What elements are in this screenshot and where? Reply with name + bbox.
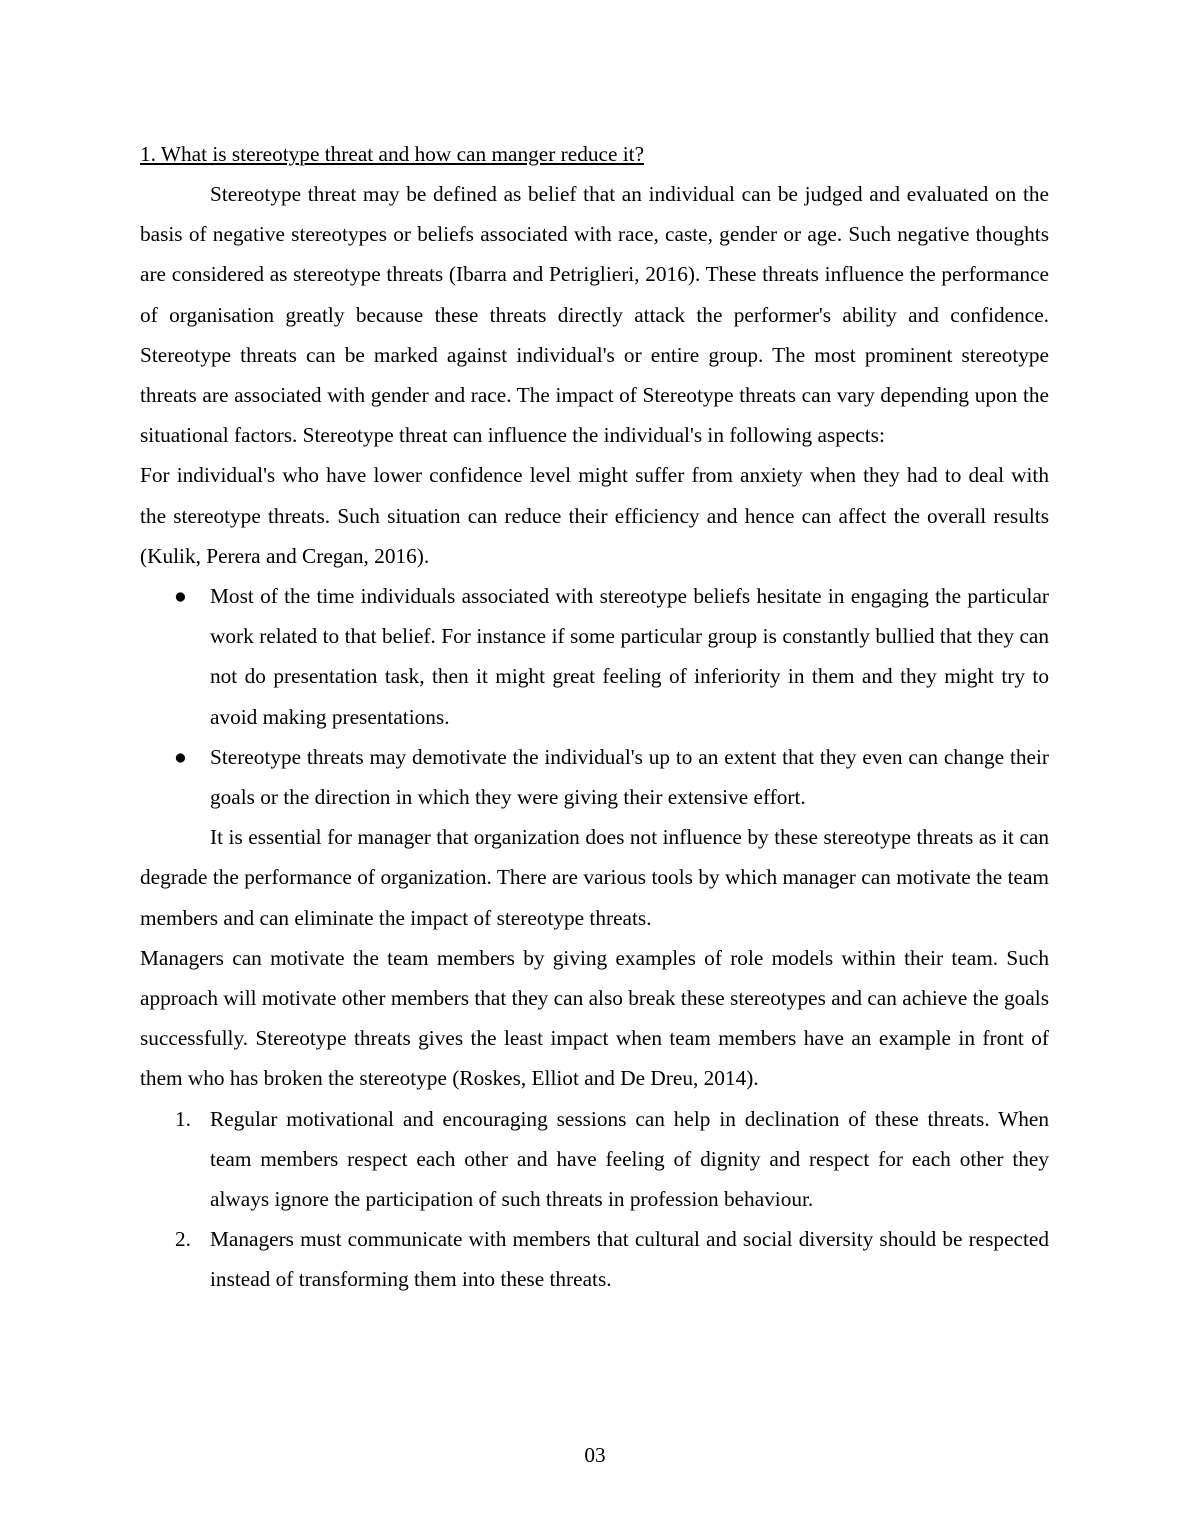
- list-item: [140, 576, 1049, 737]
- bullet-icon: ●: [174, 584, 187, 609]
- list-item-text: Stereotype threats may demotivate the individual's up to an extent that they even can change their goals or the direction in which they were giving their extensive effort.: [210, 744, 1049, 810]
- paragraph: Managers can motivate the team members by giving examples of role models within their team. Such approach will motivate other members that they can also break these stereotypes and can achieve the goals successfully. Stereotype threats gives the least impact when team members have an example in front of them who has broken the stereotype (Roskes, Elliot and De Dreu, 2014).: [140, 945, 1049, 1091]
- paragraph: It is essential for manager that organization does not influence by these stereotype threats as it can degrade the performance of organization. There are various tools by which manager can motivate the team members and can eliminate the impact of stereotype threats.: [140, 825, 1049, 930]
- list-item-text: Managers must communicate with members that cultural and social diversity should be respected instead of transforming them into these threats.: [210, 1227, 1049, 1292]
- list-item-text: Regular motivational and encouraging sessions can help in declination of these threats. When team members respect each other and have feeling of dignity and respect for each other they always ignore the participation of such threats in profession behaviour.: [210, 1106, 1049, 1212]
- list-item: [140, 737, 1049, 817]
- list-item-text: Most of the time individuals associated with stereotype beliefs hesitate in engaging the particular work related to that belief. For instance if some particular group is constantly bullied that they can not do presentation task, then it might great feeling of inferiority in them and they might try to avoid making presentations.: [210, 584, 1049, 729]
- bullet-icon: ●: [174, 744, 187, 769]
- page-number: 03: [584, 1443, 606, 1467]
- bullet-list: [140, 576, 1049, 817]
- list-item: [140, 1219, 1049, 1299]
- numbered-list: [140, 1099, 1049, 1300]
- list-item: [140, 1099, 1049, 1220]
- document-body: [140, 140, 1049, 1300]
- list-number: 2.: [175, 1227, 191, 1252]
- paragraph: For individual's who have lower confidence level might suffer from anxiety when they had to deal with the stereotype threats. Such situation can reduce their efficiency and hence can affect the overall results (Kulik, Perera and Cregan, 2016).: [140, 463, 1049, 568]
- list-number: 1.: [175, 1106, 191, 1131]
- section-heading: 1. What is stereotype threat and how can manger reduce it?: [140, 142, 645, 166]
- paragraph: Stereotype threat may be defined as belief that an individual can be judged and evaluated on the basis of negative stereotypes or beliefs associated with race, caste, gender or age. Such negative thoughts are considered as stereotype threats (Ibarra and Petriglieri, 2016). These threats influence the performance of organisation greatly because these threats directly attack the performer's ability and confidence. Stereotype threats can be marked against individual's or entire group. The most prominent stereotype threats are associated with gender and race. The impact of Stereotype threats can vary depending upon the situational factors. Stereotype threat can influence the individual's in following aspects:: [140, 182, 1049, 448]
